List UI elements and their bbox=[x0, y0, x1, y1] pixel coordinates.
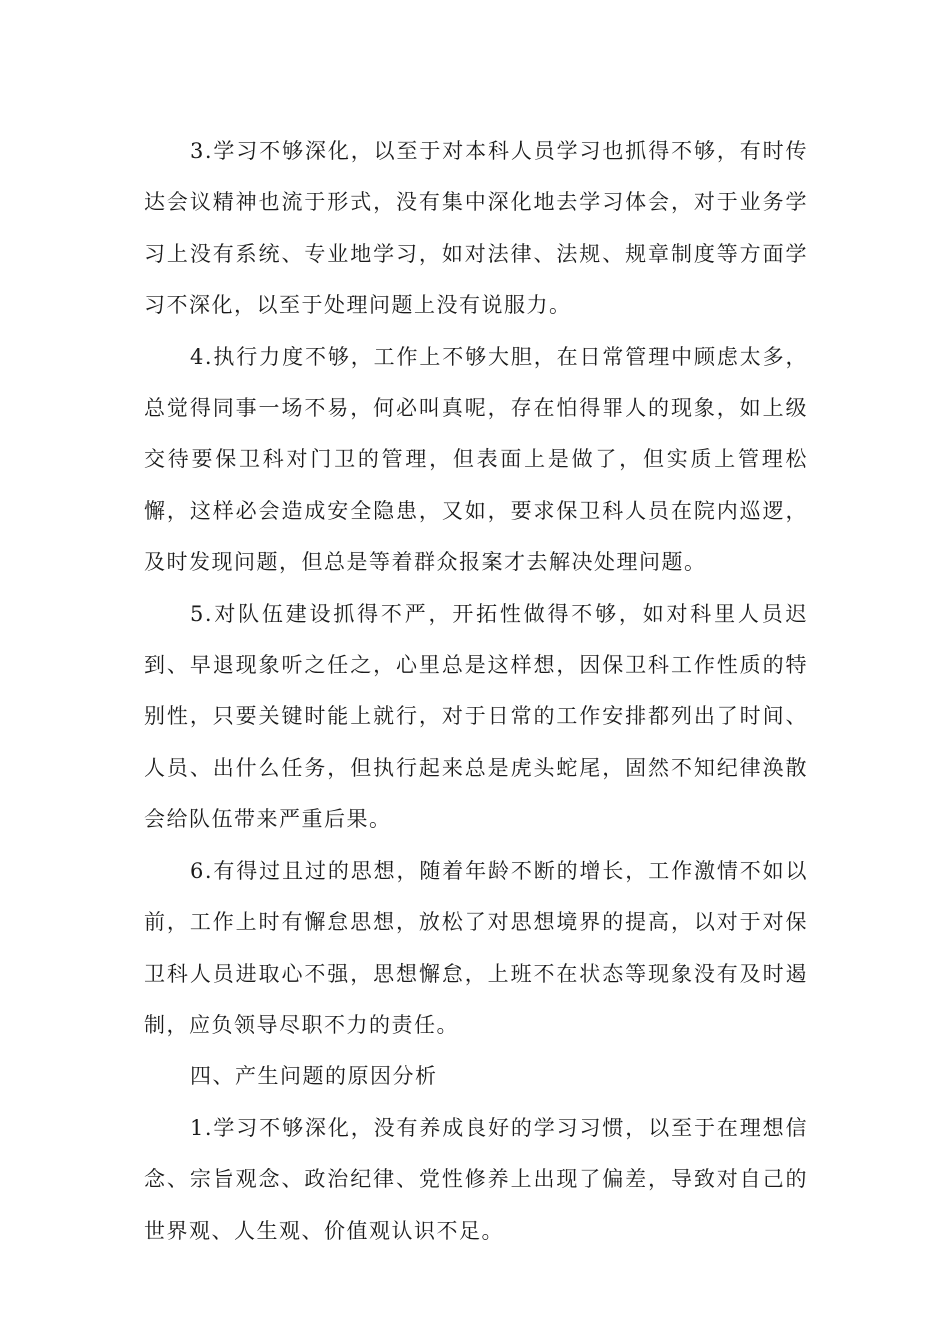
paragraph-item-5: 5.对队伍建设抓得不严，开拓性做得不够，如对科里人员迟到、早退现象听之任之，心里总是这样想，因保卫科工作性质的特别性，只要关键时能上就行，对于日常的工作安排都列出了时间、人员、出什么任务，但执行起来总是虎头蛇尾，固然不知纪律涣散会给队伍带来严重后果。 bbox=[144, 601, 808, 832]
section-heading: 四、产生问题的原因分析 bbox=[190, 1064, 438, 1089]
cause-paragraph-1: 1.学习不够深化，没有养成良好的学习习惯，以至于在理想信念、宗旨观念、政治纪律、党性修养上出现了偏差，导致对自己的世界观、人生观、价值观认识不足。 bbox=[144, 1115, 808, 1243]
paragraph-item-6: 6.有得过且过的思想，随着年龄不断的增长，工作激情不如以前，工作上时有懈怠思想，放松了对思想境界的提高，以对于对保卫科人员进取心不强，思想懈怠，上班不在状态等现象没有及时遏制，应负领导尽职不力的责任。 bbox=[144, 858, 808, 1037]
document-body bbox=[144, 126, 808, 1257]
paragraph-item-4: 4.执行力度不够，工作上不够大胆，在日常管理中顾虑太多，总觉得同事一场不易，何必叫真呢，存在怕得罪人的现象，如上级交待要保卫科对门卫的管理，但表面上是做了，但实质上管理松懈，这样必会造成安全隐患，又如，要求保卫科人员在院内巡逻，及时发现问题，但总是等着群众报案才去解决处理问题。 bbox=[144, 344, 808, 575]
paragraph-item-3: 3.学习不够深化，以至于对本科人员学习也抓得不够，有时传达会议精神也流于形式，没有集中深化地去学习体会，对于业务学习上没有系统、专业地学习，如对法律、法规、规章制度等方面学习不深化，以至于处理问题上没有说服力。 bbox=[144, 139, 808, 318]
